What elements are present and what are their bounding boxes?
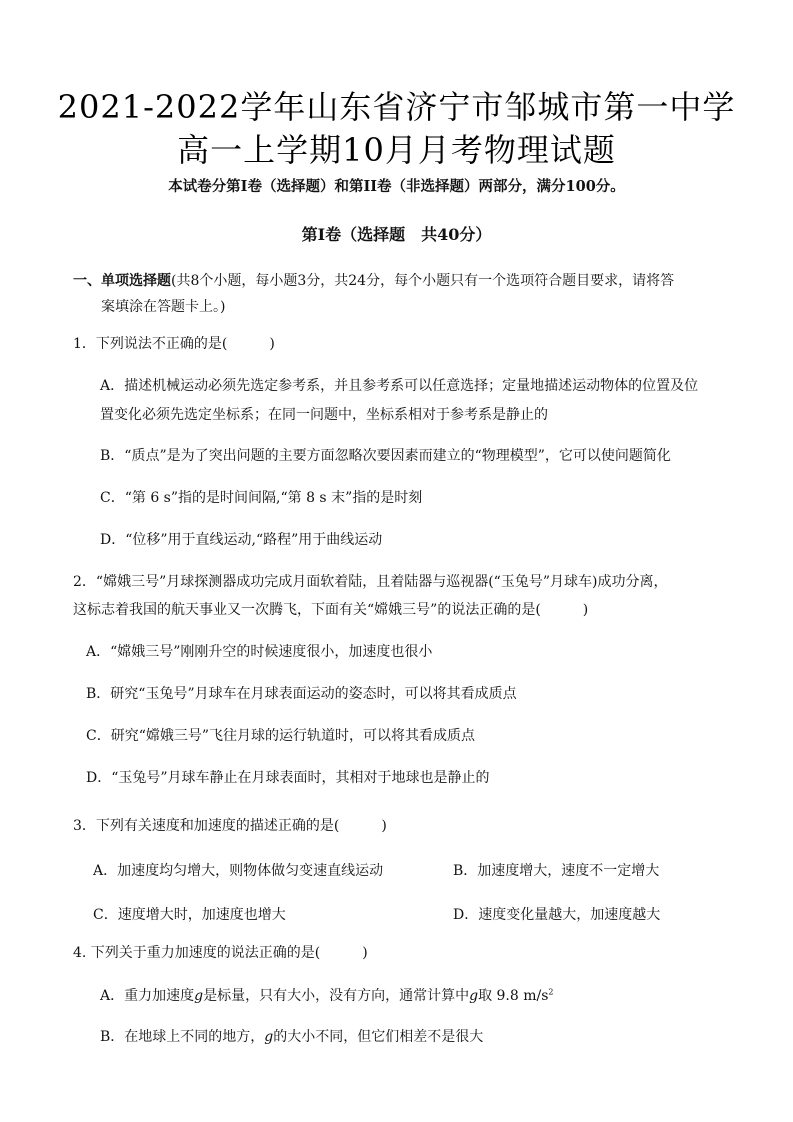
q1-stem: 1．下列说法不正确的是( ): [73, 336, 275, 352]
q4-option-a: [100, 985, 554, 1005]
q3-option-b: B．加速度增大，速度不一定增大: [453, 863, 660, 879]
exam-title-line2: 高一上学期10月月考物理试题: [177, 131, 616, 169]
section1-desc-line1: (共8个小题，每小题3分，共24分，每个小题只有一个选项符合题目要求，请将答: [171, 273, 675, 289]
gravity-symbol-g: g: [264, 1029, 274, 1045]
q1-option-c: C．“第 6 s”指的是时间间隔,“第 8 s 末”指的是时刻: [100, 490, 423, 506]
q1-option-d: D．“位移”用于直线运动,“路程”用于曲线运动: [100, 532, 383, 548]
gravity-symbol-g: g: [469, 988, 479, 1004]
q3-option-d: D．速度变化量越大，加速度越大: [453, 907, 661, 923]
q3-option-a: A．加速度均匀增大，则物体做匀变速直线运动: [93, 863, 384, 879]
q4-a-middle: 是标量，只有大小，没有方向，通常计算中: [203, 988, 470, 1004]
section1-desc-line2: 案填涂在答题卡上。): [101, 299, 226, 315]
q4-option-b: [100, 1026, 483, 1046]
unit-exponent: 2: [548, 987, 554, 997]
q2-stem-line2: 这标志着我国的航天事业又一次腾飞，下面有关“嫦娥三号”的说法正确的是( ): [73, 602, 589, 618]
part1-title: 第I卷（选择题 共40分）: [301, 225, 492, 244]
q2-option-b: B．研究“玉兔号”月球车在月球表面运动的姿态时，可以将其看成质点: [86, 686, 517, 702]
q1-option-a-line1: A．描述机械运动必须先选定参考系，并且参考系可以任意选择；定量地描述运动物体的位置及位: [100, 378, 699, 394]
exam-title-line1: 2021-2022学年山东省济宁市邹城市第一中学: [57, 88, 736, 126]
q4-stem: 4. 下列关于重力加速度的说法正确的是( ): [73, 945, 368, 961]
q2-stem-line1: 2．“嫦娥三号”月球探测器成功完成月面软着陆，且着陆器与巡视器(“玉兔号”月球车)成功分离，: [73, 574, 668, 590]
q3-stem: 3．下列有关速度和加速度的描述正确的是( ): [73, 818, 387, 834]
section1-header: [73, 270, 674, 290]
q4-b-suffix: 的大小不同，但它们相差不是很大: [273, 1029, 484, 1045]
q1-option-b: B．“质点”是为了突出问题的主要方面忽略次要因素而建立的“物理模型”，它可以使问题简化: [100, 448, 671, 464]
q2-option-c: C．研究“嫦娥三号”飞往月球的运行轨道时，可以将其看成质点: [86, 728, 476, 744]
q3-option-c: C．速度增大时，加速度也增大: [93, 907, 286, 923]
q2-option-a: A．“嫦娥三号”刚刚升空的时候速度很小，加速度也很小: [86, 644, 433, 660]
gravity-symbol-g: g: [194, 988, 204, 1004]
q4-b-prefix: B．在地球上不同的地方，: [100, 1029, 265, 1045]
q4-a-prefix: A．重力加速度: [100, 988, 195, 1004]
q1-option-a-line2: 置变化必须先选定坐标系；在同一问题中，坐标系相对于参考系是静止的: [100, 407, 548, 423]
q4-a-suffix: 取 9.8 m/s: [478, 988, 549, 1004]
section1-head: 一、单项选择题: [73, 273, 171, 289]
q2-option-d: D．“玉兔号”月球车静止在月球表面时，其相对于地球也是静止的: [86, 770, 490, 786]
exam-intro: 本试卷分第I卷（选择题）和第II卷（非选择题）两部分，满分100分。: [168, 178, 625, 195]
